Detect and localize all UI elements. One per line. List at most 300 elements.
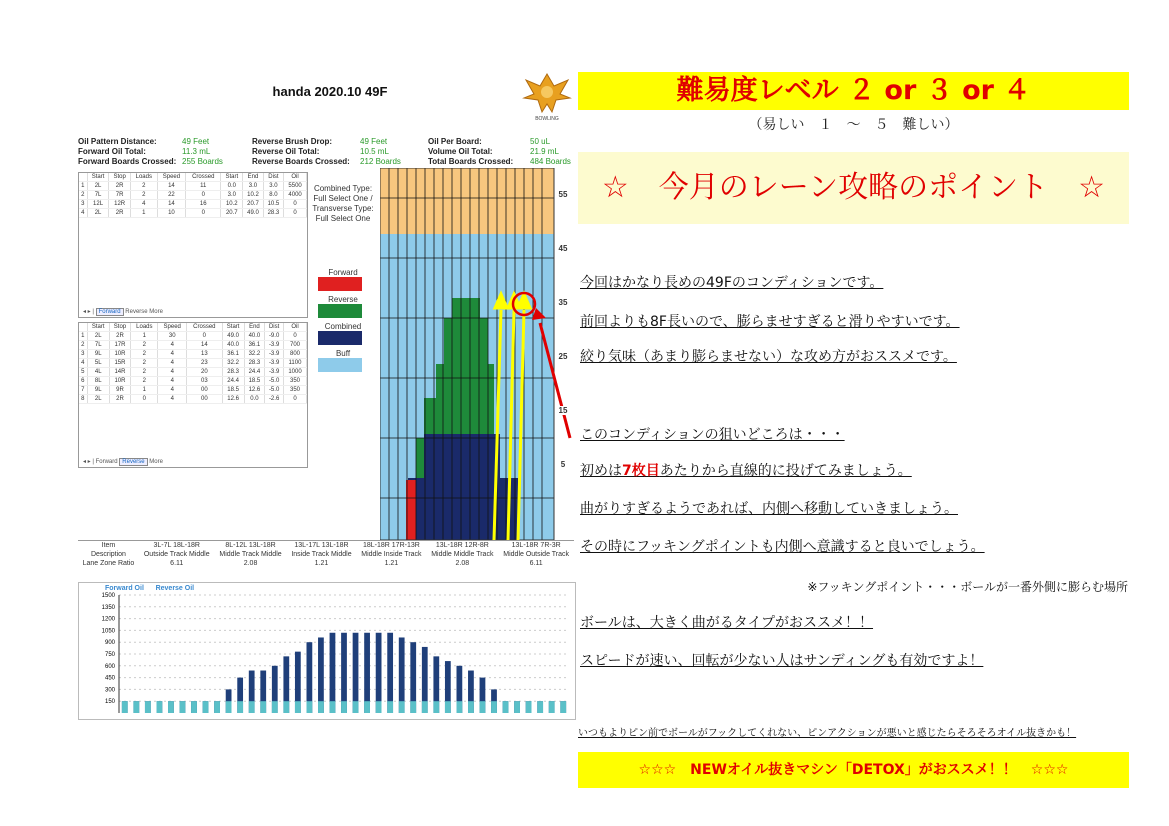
table-header-cell: Start xyxy=(222,323,244,332)
condition-note-3: 絞り気味（あまり膨らませない）な攻め方がおススメです。 xyxy=(580,349,957,365)
table-cell: 8.0 xyxy=(263,191,283,200)
ratio-cell: Outside Track Middle xyxy=(143,551,210,558)
y-tick-label: 600 xyxy=(104,663,115,670)
ratio-cell: Inside Track Middle xyxy=(291,551,352,558)
legend-forward-oil: Forward Oil xyxy=(105,585,144,592)
table-cell: -3.9 xyxy=(265,359,284,368)
table-cell: 2L xyxy=(87,332,109,341)
table-cell: 1 xyxy=(131,386,158,395)
table-cell: 18.5 xyxy=(222,386,244,395)
forward-oil-bar xyxy=(330,633,336,713)
table-cell: 24.4 xyxy=(244,368,265,377)
table-cell: 0 xyxy=(283,332,306,341)
table-header-cell: End xyxy=(244,323,265,332)
table-cell: 8L xyxy=(87,377,109,386)
table-cell: 14 xyxy=(187,341,223,350)
table-cell: 20.7 xyxy=(221,209,243,218)
table-cell: 2 xyxy=(131,341,158,350)
table-row[interactable] xyxy=(79,377,307,386)
table-cell: 0 xyxy=(283,395,306,404)
legend-combined-label: Combined xyxy=(324,322,362,331)
condition-note-2: 前回よりも8F長いので、膨らませすぎると滑りやすいです。 xyxy=(580,314,960,330)
ratio-cell: Item xyxy=(101,542,116,549)
table-cell: 12.6 xyxy=(222,395,244,404)
table-cell: 20.7 xyxy=(243,200,263,209)
table-cell: -3.9 xyxy=(265,350,284,359)
table-row[interactable] xyxy=(79,359,307,368)
table-cell: 2 xyxy=(130,191,157,200)
table-cell: -2.6 xyxy=(265,395,284,404)
table-header-cell: Loads xyxy=(131,323,158,332)
table-header-cell: Loads xyxy=(130,173,157,182)
y-tick-label: 750 xyxy=(104,652,115,658)
table-cell: 2L xyxy=(87,182,109,191)
y-tick-label: 1500 xyxy=(101,593,115,599)
table-cell: -3.9 xyxy=(265,341,284,350)
reverse-oil-bar xyxy=(295,701,301,713)
table-cell: 22 xyxy=(157,191,185,200)
reverse-oil-bar xyxy=(168,701,174,713)
ratio-cell: 2.08 xyxy=(455,560,470,567)
reverse-oil-bar xyxy=(422,701,428,713)
table-cell: 17R xyxy=(109,341,131,350)
stat-value: 49 Feet xyxy=(182,137,210,146)
ratio-cell: Middle Outside Track xyxy=(503,551,570,558)
table-cell: 4 xyxy=(79,359,87,368)
table-cell: 2 xyxy=(131,377,158,386)
sanding-tip: スピードが速い、回転が少ない人はサンディングも有効ですよ！ xyxy=(580,653,984,669)
table-cell: 2R xyxy=(109,182,130,191)
table-cell: 23 xyxy=(187,359,223,368)
lane-zone-ratio-table-wrap xyxy=(78,540,574,579)
table-cell: 15R xyxy=(109,359,131,368)
table-cell: 14 xyxy=(157,200,185,209)
ratio-cell: Description xyxy=(90,551,126,558)
reverse-oil-bar xyxy=(145,701,151,713)
stat-value: 212 Boards xyxy=(360,157,401,166)
ratio-cell: Middle Track Middle xyxy=(219,551,282,558)
table-cell: 4 xyxy=(130,200,157,209)
table-cell: 4 xyxy=(158,368,187,377)
tab-more[interactable]: More xyxy=(149,309,163,315)
forward-table xyxy=(79,173,307,218)
reverse-oil-bar xyxy=(353,701,359,713)
legend-buff-swatch xyxy=(318,358,362,372)
table-cell: 9L xyxy=(87,386,109,395)
reverse-oil-bar xyxy=(191,701,197,713)
ratio-cell: Middle Inside Track xyxy=(361,551,422,558)
eagle-logo-icon xyxy=(520,68,574,122)
condition-note-1: 今回はかなり長めの49Fのコンディションです。 xyxy=(580,275,884,291)
stats-block xyxy=(78,129,578,166)
table-cell: 1 xyxy=(131,332,158,341)
table-cell: 4L xyxy=(87,368,109,377)
advice-highlight: 7枚目 xyxy=(622,463,660,479)
table-cell: 0.0 xyxy=(244,395,265,404)
reverse-oil-bar xyxy=(133,701,139,713)
legend-buff-label: Buff xyxy=(335,349,351,358)
reverse-oil-bar xyxy=(480,701,486,713)
table-cell: 14R xyxy=(109,368,131,377)
table-cell: 10.2 xyxy=(243,191,263,200)
pattern-legend xyxy=(318,268,368,372)
table-cell: 30 xyxy=(158,332,187,341)
reverse-oil-bar xyxy=(387,701,393,713)
oil-graph-panel xyxy=(78,582,576,720)
table-cell: 28.3 xyxy=(263,209,283,218)
table-cell: 28.3 xyxy=(222,368,244,377)
distance-marker: 45 xyxy=(556,244,570,253)
table-header-cell: Speed xyxy=(158,323,187,332)
tab-reverse[interactable]: Reverse xyxy=(119,458,147,466)
table-cell: 11 xyxy=(186,182,221,191)
table-cell: 14 xyxy=(157,182,185,191)
table-cell: 9L xyxy=(87,350,109,359)
table-cell: 32.2 xyxy=(222,359,244,368)
reverse-oil-bar xyxy=(203,701,209,713)
forward-table-tabs: ◂ ▸ | Forward Reverse More xyxy=(83,309,163,315)
table-cell: 5L xyxy=(87,359,109,368)
forward-oil-bar xyxy=(387,633,393,713)
legend-reverse-swatch xyxy=(318,304,362,318)
reverse-oil-bar xyxy=(283,701,289,713)
table-cell: 2R xyxy=(109,209,130,218)
ratio-cell: 8L-12L 13L-18R xyxy=(225,542,276,549)
legend-reverse-label: Reverse xyxy=(328,295,358,304)
table-cell: 0 xyxy=(131,395,158,404)
stat-label: Reverse Brush Drop: xyxy=(252,137,333,146)
table-cell: 1 xyxy=(79,332,87,341)
table-cell: 13 xyxy=(187,350,223,359)
reverse-oil-bar xyxy=(307,701,313,713)
table-cell: 3.0 xyxy=(243,182,263,191)
table-cell: -5.0 xyxy=(265,377,284,386)
reverse-oil-bar xyxy=(560,701,566,713)
table-cell: 2 xyxy=(131,359,158,368)
table-cell: 2L xyxy=(87,209,109,218)
table-header-cell: End xyxy=(243,173,263,182)
stat-label: Forward Boards Crossed: xyxy=(78,157,177,166)
y-tick-label: 900 xyxy=(104,640,115,647)
legend-reverse-oil: Reverse Oil xyxy=(155,585,195,592)
stat-label: Reverse Oil Total: xyxy=(252,147,320,156)
stat-label: Oil Per Board: xyxy=(428,137,482,146)
ball-recommendation: ボールは、大きく曲がるタイプがおススメ！！ xyxy=(580,615,874,631)
table-cell: 700 xyxy=(283,341,306,350)
lane-strategy-title: ☆ 今月のレーン攻略のポイント ☆ xyxy=(578,152,1129,224)
table-row[interactable] xyxy=(79,395,307,404)
table-cell: 36.1 xyxy=(244,341,265,350)
reverse-oil-bar xyxy=(364,701,370,713)
table-cell: 350 xyxy=(283,377,306,386)
table-cell: 0 xyxy=(284,209,307,218)
reverse-oil-bar xyxy=(468,701,474,713)
table-row[interactable] xyxy=(79,386,307,395)
distance-marker: 25 xyxy=(556,352,570,361)
reverse-oil-bar xyxy=(433,701,439,713)
reverse-oil-bar xyxy=(157,701,163,713)
table-cell: 00 xyxy=(187,395,223,404)
table-cell: 0 xyxy=(284,200,307,209)
difficulty-level-title: 難易度レベル ２ or ３ or ４ xyxy=(676,75,1031,106)
stat-value: 255 Boards xyxy=(182,157,223,166)
table-cell: 28.3 xyxy=(244,359,265,368)
stat-label: Total Boards Crossed: xyxy=(428,157,514,166)
table-row[interactable] xyxy=(79,332,307,341)
reverse-oil-bar xyxy=(122,701,128,713)
legend-forward-swatch xyxy=(318,277,362,291)
reverse-oil-bar xyxy=(537,701,543,713)
table-cell: 4 xyxy=(158,359,187,368)
table-row[interactable] xyxy=(79,191,307,200)
table-cell: 2 xyxy=(130,182,157,191)
table-cell: 10.5 xyxy=(263,200,283,209)
table-cell: 2R xyxy=(109,332,131,341)
table-header-cell: Start xyxy=(87,173,109,182)
advice-post: あたりから直線的に投げてみましょう。 xyxy=(659,463,912,479)
table-cell: 800 xyxy=(283,350,306,359)
reverse-table-panel xyxy=(78,322,308,468)
table-cell: -3.9 xyxy=(265,368,284,377)
lane-oil-pattern xyxy=(380,168,574,540)
stat-value: 49 Feet xyxy=(360,137,388,146)
reverse-oil-bar xyxy=(260,701,266,713)
table-header-cell: Oil xyxy=(283,323,306,332)
ratio-cell: 1.21 xyxy=(384,560,399,567)
table-cell: 10R xyxy=(109,350,131,359)
advice-move-inside: 曲がりすぎるようであれば、内側へ移動していきましょう。 xyxy=(580,501,958,517)
forward-oil-bar xyxy=(341,633,347,713)
table-cell: 0 xyxy=(187,332,223,341)
ratio-cell: 13L-18R 12R-8R xyxy=(435,542,489,549)
table-cell: 2R xyxy=(109,395,131,404)
table-header-cell: Crossed xyxy=(187,323,223,332)
reverse-oil-bar xyxy=(514,701,520,713)
table-header-cell: Speed xyxy=(157,173,185,182)
table-cell: 4 xyxy=(158,377,187,386)
forward-table-panel xyxy=(78,172,308,318)
table-cell: 12.6 xyxy=(244,386,265,395)
reverse-oil-bar xyxy=(457,701,463,713)
difficulty-scale: （易しい １ ～ ５ 難しい） xyxy=(748,117,959,133)
legend-header: Combined Type: Full Select One / Transverse Type: Full Select One xyxy=(312,184,374,223)
ratio-cell: 13L-18R 7R-3R xyxy=(511,542,561,549)
logo-text: BOWLING xyxy=(535,116,559,122)
legend-combined-swatch xyxy=(318,331,362,345)
table-cell: 16 xyxy=(186,200,221,209)
stat-value: 10.5 mL xyxy=(360,147,389,156)
table-row[interactable] xyxy=(79,350,307,359)
oil-removal-hint: いつもよりピン前でボールがフックしてくれない、ピンアクションが悪いと感じたらそろそろオイル抜きかも！ xyxy=(578,728,1077,739)
table-row[interactable] xyxy=(79,209,307,218)
reverse-oil-bar xyxy=(549,701,555,713)
reverse-oil-bar xyxy=(491,701,497,713)
table-cell: 2 xyxy=(79,341,87,350)
reverse-oil-bar xyxy=(445,701,451,713)
table-cell: 03 xyxy=(187,377,223,386)
stat-value: 21.9 mL xyxy=(530,147,559,156)
reverse-oil-bar xyxy=(249,701,255,713)
oil-bar-chart xyxy=(79,583,575,719)
table-row[interactable] xyxy=(79,200,307,209)
table-header-cell: Oil xyxy=(284,173,307,182)
table-cell: 3 xyxy=(79,200,87,209)
oil-sheet-title: handa 2020.10 49F xyxy=(272,84,388,99)
reverse-oil-bar xyxy=(526,701,532,713)
reverse-oil-bar xyxy=(330,701,336,713)
stat-label: Forward Oil Total: xyxy=(78,147,146,156)
stat-value: 484 Boards xyxy=(530,157,571,166)
table-cell: 18.5 xyxy=(244,377,265,386)
reverse-table xyxy=(79,323,307,404)
table-cell: 10.2 xyxy=(221,200,243,209)
reverse-table-tabs: ◂ ▸ | Forward Reverse More xyxy=(83,459,163,465)
ratio-cell: 6.11 xyxy=(529,560,543,567)
table-cell: 40.0 xyxy=(222,341,244,350)
advice-pre: 初めは xyxy=(580,463,622,479)
table-cell: 49.0 xyxy=(243,209,263,218)
distance-marker: 55 xyxy=(556,190,570,199)
table-header-cell: Start xyxy=(87,323,109,332)
table-cell: 32.2 xyxy=(244,350,265,359)
reverse-oil-bar xyxy=(226,701,232,713)
reverse-oil-bar xyxy=(341,701,347,713)
forward-oil-strip xyxy=(406,480,416,540)
stat-value: 11.3 mL xyxy=(182,147,211,156)
tab-reverse[interactable]: Reverse xyxy=(125,309,148,315)
table-cell: 12R xyxy=(109,200,130,209)
table-cell: 9R xyxy=(109,386,131,395)
table-row[interactable] xyxy=(79,341,307,350)
hook-point-definition: ※フッキングポイント・・・ボールが一番外側に膨らむ場所 xyxy=(807,580,1128,594)
table-cell: 4 xyxy=(158,341,187,350)
y-tick-label: 1050 xyxy=(101,628,115,635)
table-cell: 1 xyxy=(79,182,87,191)
table-cell: 6 xyxy=(79,377,87,386)
tab-forward[interactable]: Forward xyxy=(95,459,118,465)
y-tick-label: 1200 xyxy=(101,616,115,623)
table-cell: 20 xyxy=(187,368,223,377)
table-cell: 0 xyxy=(186,209,221,218)
table-cell: 8 xyxy=(79,395,87,404)
table-cell: 2 xyxy=(131,368,158,377)
table-cell: 1000 xyxy=(283,368,306,377)
table-cell: 49.0 xyxy=(222,332,244,341)
forward-oil-bar xyxy=(353,633,359,713)
table-cell: 3.0 xyxy=(263,182,283,191)
table-header-cell: Start xyxy=(221,173,243,182)
table-cell: 00 xyxy=(187,386,223,395)
ratio-cell: 6.11 xyxy=(170,560,184,567)
ratio-cell: 2.08 xyxy=(243,560,258,567)
stat-label: Oil Pattern Distance: xyxy=(78,137,157,146)
table-cell: 7L xyxy=(87,341,109,350)
table-header-cell: Stop xyxy=(109,173,130,182)
table-cell: 10 xyxy=(157,209,185,218)
table-cell: 2L xyxy=(87,395,109,404)
distance-marker: 15 xyxy=(556,406,570,415)
table-cell: -5.0 xyxy=(265,386,284,395)
table-cell: 3 xyxy=(79,350,87,359)
legend-forward-label: Forward xyxy=(328,268,358,277)
reverse-oil-bar xyxy=(376,701,382,713)
table-header-cell: Dist xyxy=(265,323,284,332)
table-cell: 3.0 xyxy=(221,191,243,200)
target-heading: このコンディションの狙いどころは・・・ xyxy=(580,427,845,443)
stat-value: 50 uL xyxy=(530,137,551,146)
reverse-oil-bar xyxy=(237,701,243,713)
advice-start xyxy=(580,460,912,480)
table-cell: 7 xyxy=(79,386,87,395)
stat-label: Reverse Boards Crossed: xyxy=(252,157,350,166)
reverse-oil-bar xyxy=(272,701,278,713)
table-cell: 10R xyxy=(109,377,131,386)
table-header-cell: Crossed xyxy=(186,173,221,182)
lane-distance-markers xyxy=(556,190,570,469)
table-cell: 5500 xyxy=(284,182,307,191)
table-cell: 4 xyxy=(158,386,187,395)
tab-forward[interactable]: Forward xyxy=(96,308,124,316)
table-header-cell xyxy=(79,323,87,332)
table-cell: 0 xyxy=(186,191,221,200)
table-cell: 1100 xyxy=(283,359,306,368)
distance-marker: 35 xyxy=(556,298,570,307)
y-tick-label: 1350 xyxy=(101,604,115,611)
table-header-cell: Stop xyxy=(109,323,131,332)
forward-oil-bar xyxy=(376,633,382,713)
reverse-oil-bar xyxy=(318,701,324,713)
y-tick-label: 450 xyxy=(104,675,115,682)
table-cell: 5 xyxy=(79,368,87,377)
table-cell: 350 xyxy=(283,386,306,395)
table-cell: 4 xyxy=(158,395,187,404)
tab-more[interactable]: More xyxy=(149,459,163,465)
table-header-cell xyxy=(79,173,87,182)
ratio-cell: 18L-18R 17R-13R xyxy=(362,542,420,549)
table-cell: 7R xyxy=(109,191,130,200)
table-cell: 36.1 xyxy=(222,350,244,359)
table-cell: 0.0 xyxy=(221,182,243,191)
table-cell: 4 xyxy=(79,209,87,218)
table-cell: 4000 xyxy=(284,191,307,200)
reverse-oil-bar xyxy=(214,701,220,713)
ratio-cell: Middle Middle Track xyxy=(431,551,494,558)
table-cell: 12L xyxy=(87,200,109,209)
reverse-oil-bar xyxy=(399,701,405,713)
table-cell: 1 xyxy=(130,209,157,218)
ratio-cell: Lane Zone Ratio xyxy=(82,560,135,567)
table-row[interactable] xyxy=(79,182,307,191)
table-cell: 24.4 xyxy=(222,377,244,386)
advice-hook-point: その時にフッキングポイントも内側へ意識すると良いでしょう。 xyxy=(580,539,985,555)
reverse-oil-bar xyxy=(180,701,186,713)
reverse-oil-bar xyxy=(503,701,509,713)
table-cell: 4 xyxy=(158,350,187,359)
ratio-cell: 3L-7L 18L-18R xyxy=(153,542,200,549)
table-cell: 40.0 xyxy=(244,332,265,341)
reverse-oil-bar xyxy=(410,701,416,713)
table-cell: 2 xyxy=(131,350,158,359)
table-cell: -9.0 xyxy=(265,332,284,341)
distance-marker: 5 xyxy=(556,460,570,469)
y-tick-label: 150 xyxy=(104,699,115,706)
stat-label: Volume Oil Total: xyxy=(428,147,493,156)
lane-zone-ratio-table xyxy=(78,541,574,568)
ratio-cell: 1.21 xyxy=(314,560,329,567)
table-row[interactable] xyxy=(79,368,307,377)
ratio-cell: 13L-17L 13L-18R xyxy=(294,542,349,549)
forward-oil-bar xyxy=(364,633,370,713)
